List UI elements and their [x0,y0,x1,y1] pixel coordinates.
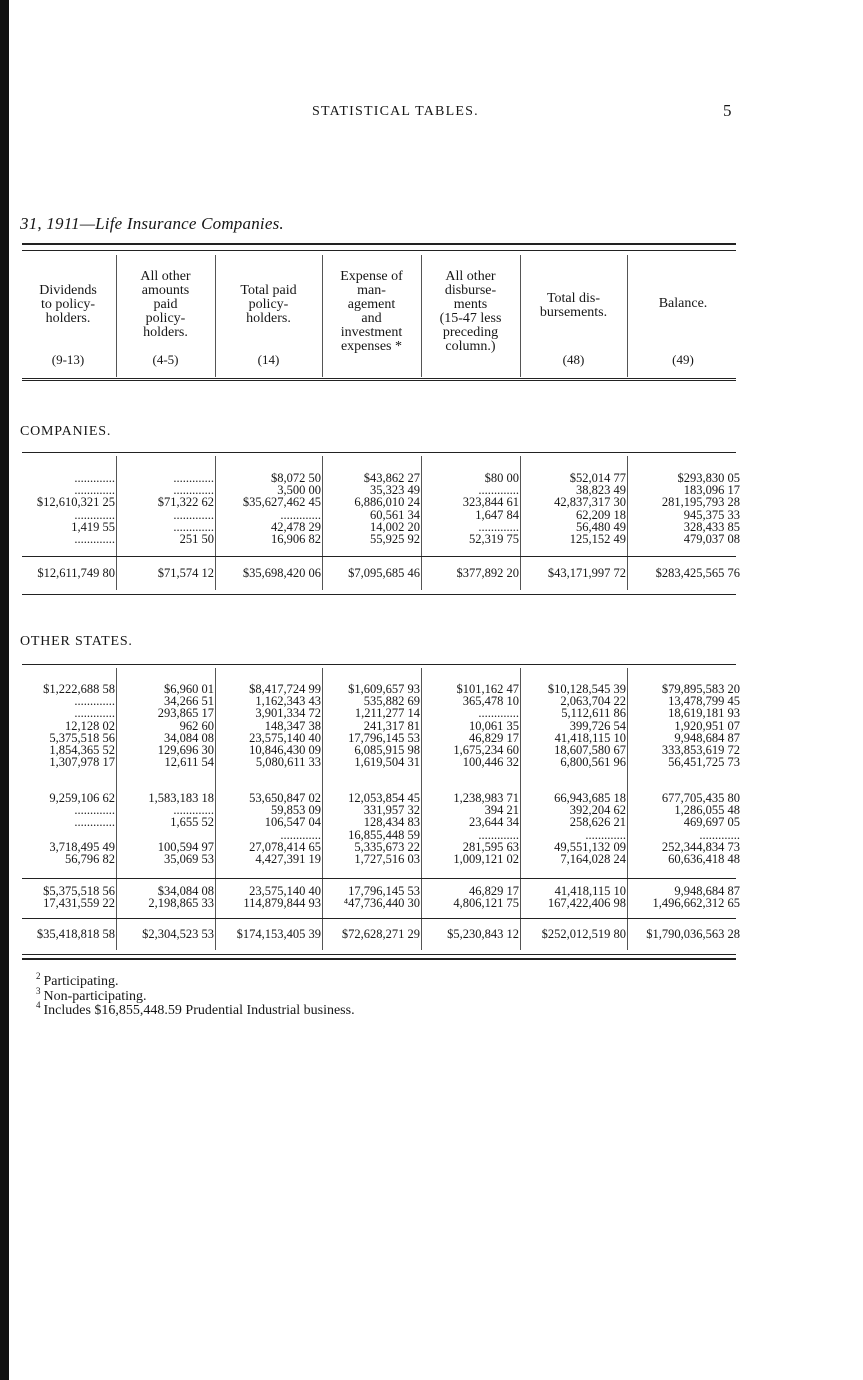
column-number: (49) [672,352,694,367]
subtotal-rule [22,878,736,879]
footnote: $^4$ Includes $16,855,448.59 Prudential Industrial business. [36,1000,355,1018]
table-cell: $1,609,657 93 535,882 69 1,211,277 14 241,317 81 17,796,145 53 6,085,915 98 1,619,504 31 [348,682,420,770]
running-head: STATISTICAL TABLES. [312,104,479,119]
column-header-other-amounts: All other amounts paid policy- holders. [140,269,191,340]
footnote: $^2$ Participating. [36,971,119,989]
column-header-expense: Expense of man- agement and investment expenses * [340,269,403,354]
page-subtitle: 31, 1911—Life Insurance Companies. [20,214,284,233]
table-cell: $80 00 ............. 323,844 61 1,647 84 ............. 52,319 75 [462,471,519,547]
total-cell: $72,628,271 29 [341,927,420,941]
totals-rule [22,918,736,919]
section-title: OTHER STATES. [20,634,133,649]
column-header-total-paid: Total paid policy- holders. [240,283,297,326]
table-cell: 46,829 17 4,806,121 75 [453,884,519,911]
column-number: (48) [562,352,585,367]
total-cell: $5,230,843 12 [447,927,519,941]
column-header-total-disbursements: Total dis- bursements. [539,291,608,320]
total-cell: $7,095,685 46 [348,566,420,580]
footnotes [36,971,355,1019]
table-cell: $1,222,688 58 ............. ............. 12,128 02 5,375,518 56 1,854,365 52 1,307,978 17 [43,682,115,770]
table-cell: $34,084 08 2,198,865 33 [148,884,214,911]
table-cell: 1,583,183 18 ............. 1,655 52 100,594 97 35,069 53 [148,791,214,867]
table-cell: $293,830 05 183,096 17 281,195,793 28 945,375 33 328,433 85 479,037 08 [661,471,740,547]
table-cell: 66,943,685 18 392,204 62 258,626 21 ............. 49,551,132 09 7,164,028 24 [554,791,626,867]
table-cell: $43,862 27 35,323 49 6,886,010 24 60,561 34 14,002 20 55,925 92 [354,471,420,547]
table-cell: 12,053,854 45 331,957 32 128,434 83 16,855,448 59 5,335,673 22 1,727,516 03 [348,791,420,867]
column-number: (9-13) [51,352,85,367]
table-cell: $79,895,583 20 13,478,799 45 18,619,181 93 1,920,951 07 9,948,684 87 333,853,619 72 56,451,725 73 [661,682,740,770]
table-cell: 53,650,847 02 59,853 09 106,547 04 ............. 27,078,414 65 4,427,391 19 [249,791,321,867]
column-header-other-disbursements: All other disburse- ments (15-47 less preceding column.) [439,269,502,354]
footnote: $^3$ Non-participating. [36,985,147,1004]
table-cell: 677,705,435 80 1,286,055 48 469,697 05 ............. 252,344,834 73 60,636,418 48 [661,791,740,867]
table-cell: 23,575,140 40 114,879,844 93 [243,884,321,911]
total-cell: $2,304,523 53 [142,927,214,941]
total-cell: $377,892 20 [456,566,519,580]
section-bottom-rule [22,594,736,595]
column-header-balance: Balance. [658,296,708,311]
page-number: 5 [723,101,732,120]
table-cell: 9,948,684 87 1,496,662,312 65 [652,884,740,911]
table-cell: 17,796,145 53 ⁴47,736,440 30 [343,884,420,911]
top-rule-inner [22,250,736,251]
table-cell: $8,072 50 3,500 00 $35,627,462 45 ............. 42,478 29 16,906 82 [242,471,321,547]
bottom-double-rule-2 [22,958,736,960]
column-number: (4-5) [152,352,179,367]
page-edge-shadow [0,0,9,1380]
table-cell: ............. ............. $12,610,321 25 ............. 1,419 55 ............. [36,471,115,547]
total-cell: $35,418,818 58 [36,927,115,941]
header-bottom-rule-2 [22,380,736,381]
header-bottom-rule [22,378,736,379]
total-cell: $174,153,405 39 [236,927,321,941]
bottom-double-rule [22,954,736,955]
section-title: COMPANIES. [20,424,112,439]
total-cell: $283,425,565 76 [655,566,740,580]
table-cell: $101,162 47 365,478 10 ............. 10,061 35 46,829 17 1,675,234 60 100,446 32 [453,682,519,770]
top-double-rule [22,243,736,245]
totals-rule [22,556,736,557]
table-cell: $8,417,724 99 1,162,343 43 3,901,334 72 148,347 38 23,575,140 40 10,846,430 09 5,080,611 33 [249,682,321,770]
table-cell: 1,238,983 71 394 21 23,644 34 ............. 281,595 63 1,009,121 02 [453,791,519,867]
section-top-rule [22,452,736,453]
total-cell: $252,012,519 80 [541,927,626,941]
table-cell: 41,418,115 10 167,422,406 98 [547,884,626,911]
total-cell: $35,698,420 06 [242,566,321,580]
total-cell: $12,611,749 80 [37,566,115,580]
total-cell: $1,790,036,563 28 [646,927,740,941]
total-cell: $71,574 12 [157,566,214,580]
table-cell: $52,014 77 38,823 49 42,837,317 30 62,209 18 56,480 49 125,152 49 [554,471,626,547]
column-number: (14) [257,352,280,367]
total-cell: $43,171,997 72 [547,566,626,580]
column-header-dividends: Dividends to policy- holders. [39,283,97,326]
table-cell: 9,259,106 62 ............. ............. 3,718,495 49 56,796 82 [49,791,115,867]
table-cell: $6,960 01 34,266 51 293,865 17 962 60 34,084 08 129,696 30 12,611 54 [157,682,214,770]
table-cell: $10,128,545 39 2,063,704 22 5,112,611 86 399,726 54 41,418,115 10 18,607,580 67 6,800,561 96 [547,682,626,770]
table-cell: $5,375,518 56 17,431,559 22 [43,884,115,911]
section-top-rule [22,664,736,665]
table-cell: ............. ............. $71,322 62 ............. ............. 251 50 [157,471,214,547]
